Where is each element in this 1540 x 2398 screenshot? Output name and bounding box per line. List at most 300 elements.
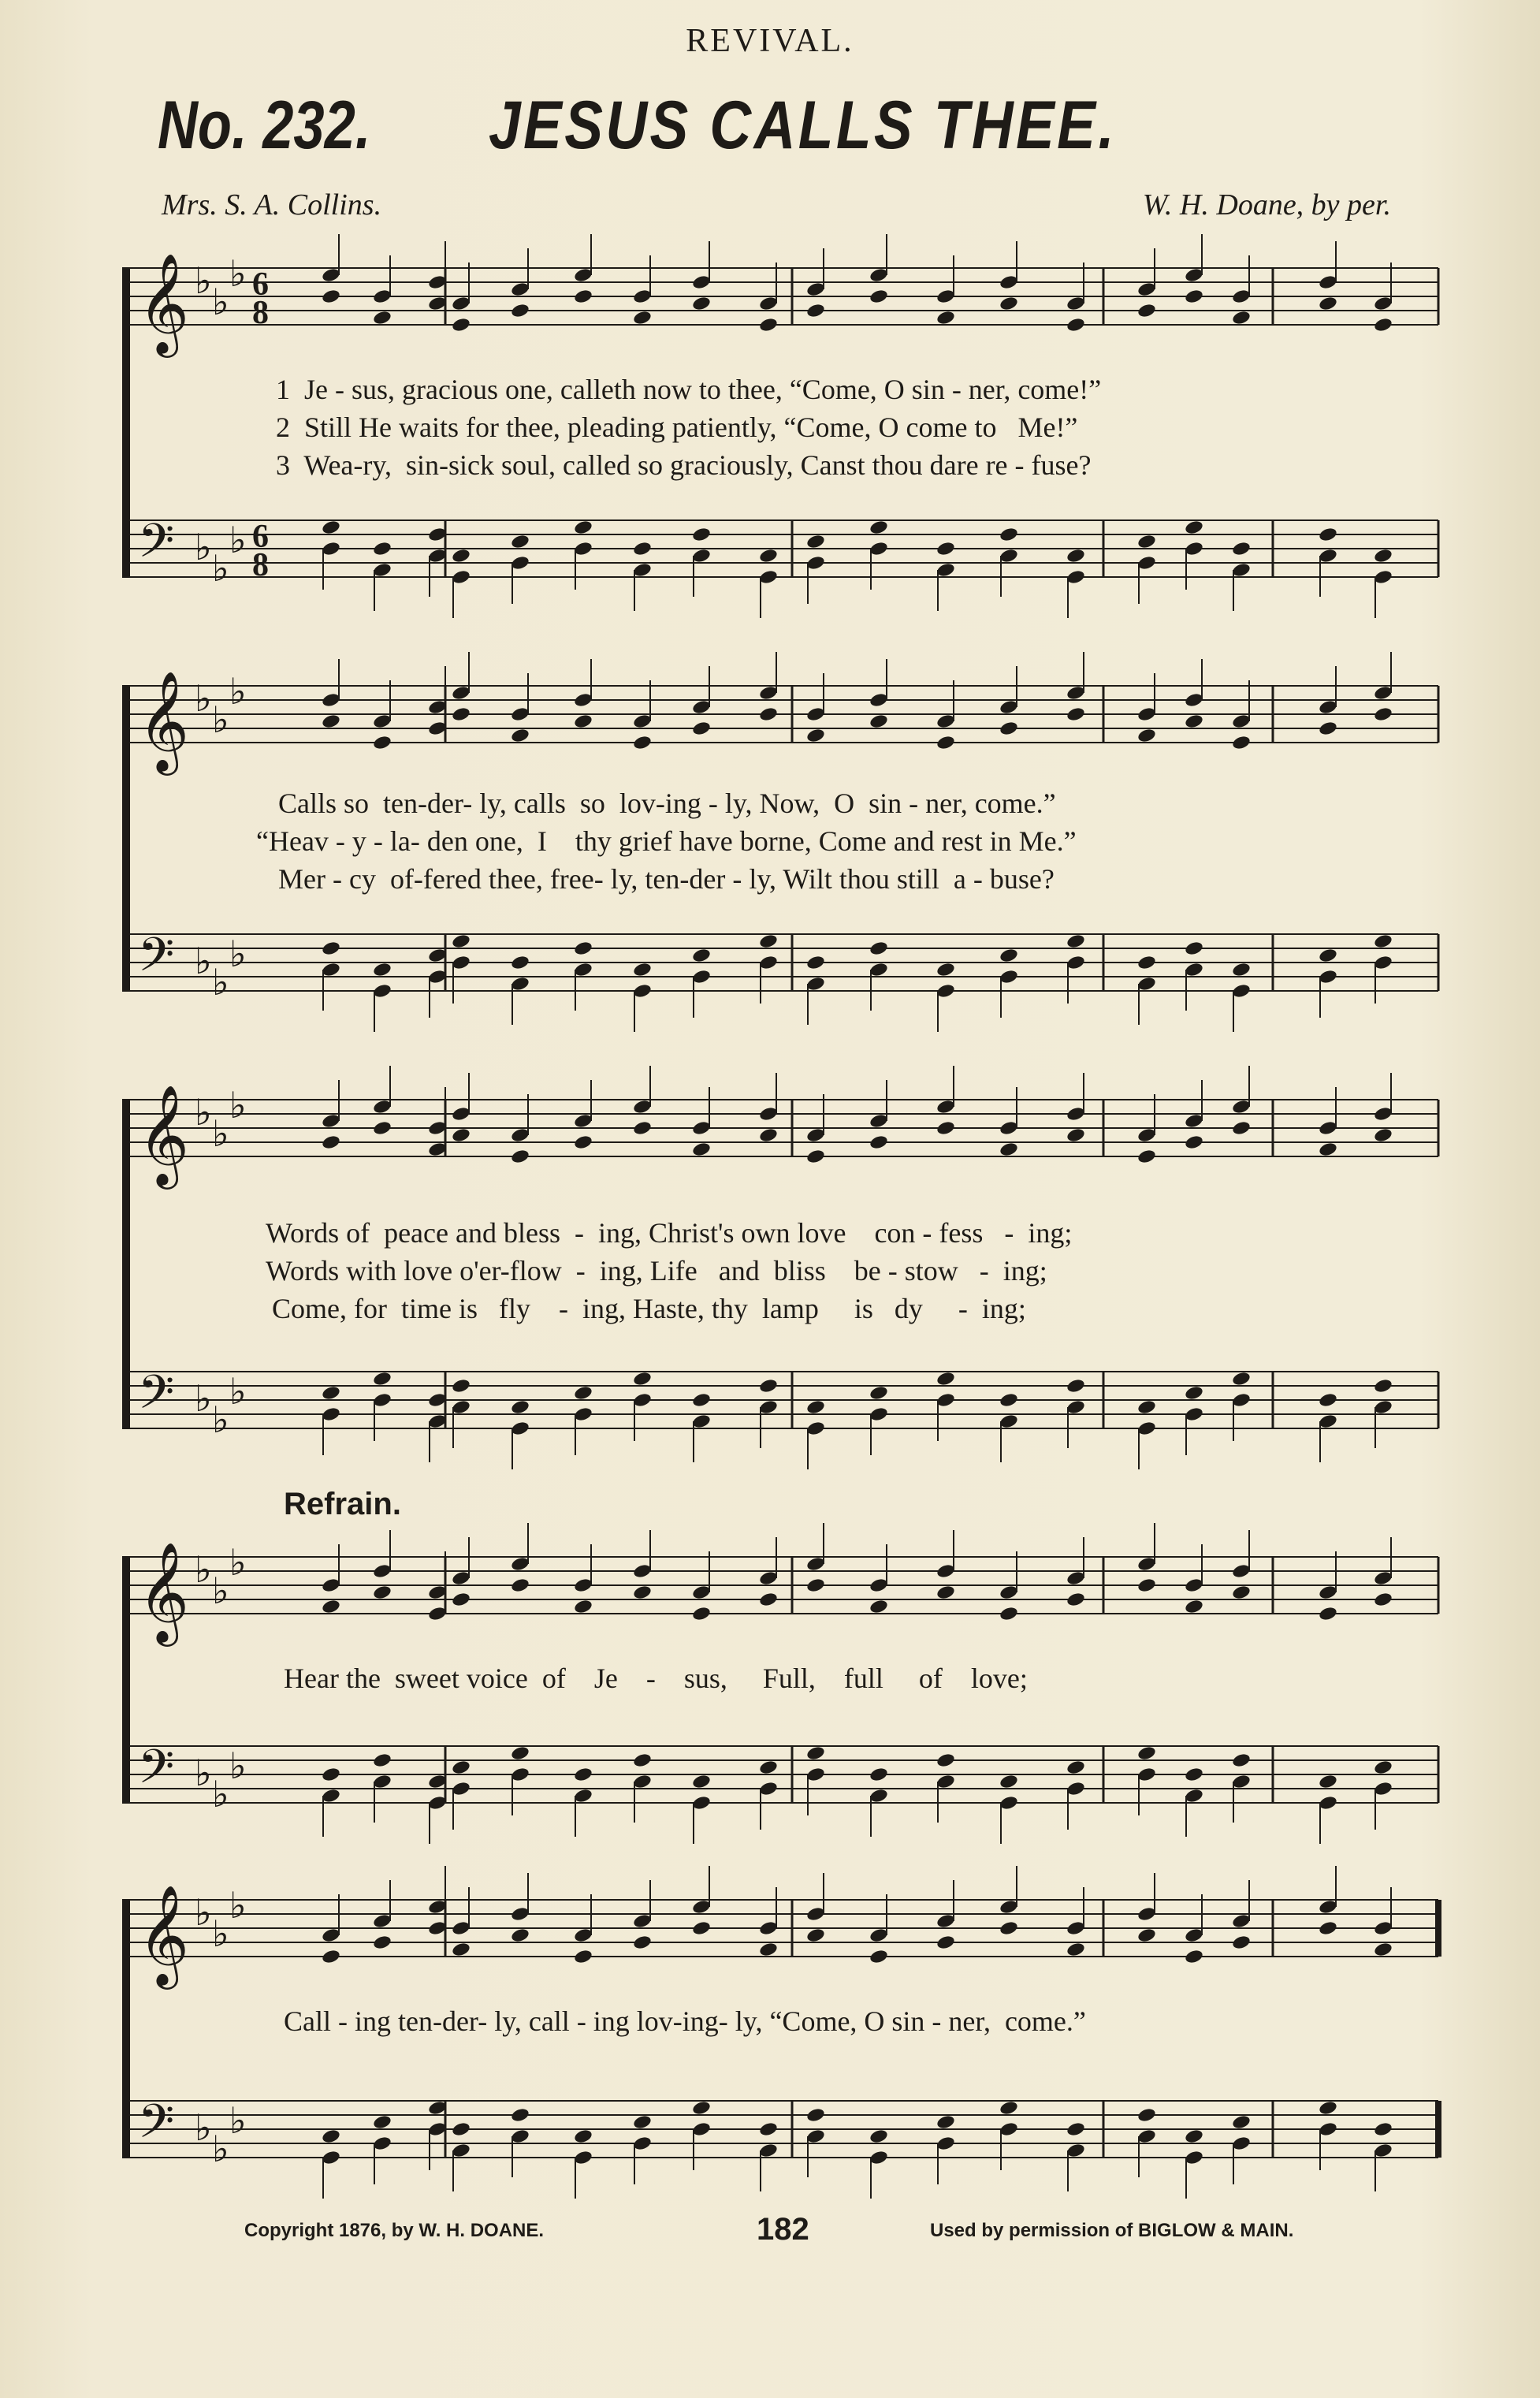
- note-head: [573, 2128, 593, 2145]
- note-head: [999, 1920, 1018, 1937]
- note-head: [372, 1563, 392, 1580]
- note-head: [1184, 692, 1203, 709]
- note-head: [321, 2150, 340, 2166]
- note-head: [999, 721, 1018, 737]
- note-head: [321, 1113, 340, 1130]
- note-head: [869, 267, 888, 284]
- note-head: [1373, 1399, 1393, 1416]
- note-head: [805, 1577, 825, 1594]
- note-head: [999, 1774, 1018, 1790]
- note-head: [510, 2107, 530, 2124]
- note-head: [451, 1920, 471, 1937]
- note-head: [691, 1392, 711, 1409]
- note-head: [451, 1942, 471, 1958]
- note-head: [1066, 569, 1085, 586]
- note-head: [632, 735, 652, 751]
- note-head: [1136, 1927, 1156, 1944]
- note-head: [936, 1934, 955, 1951]
- lyric-line: Hear the sweet voice of Je - sus, Full, full of love;: [284, 1663, 1028, 1694]
- note-head: [1373, 955, 1393, 971]
- bass-clef-icon: 𝄢: [138, 927, 175, 993]
- note-head: [691, 1899, 711, 1916]
- hymn-number: No. 232.: [158, 88, 371, 163]
- flat-icon: ♭: [195, 1752, 212, 1794]
- note-head: [869, 1949, 888, 1965]
- note-head: [1231, 713, 1251, 730]
- flat-icon: ♭: [229, 670, 247, 713]
- note-head: [632, 1099, 652, 1115]
- note-head: [321, 940, 340, 957]
- note-head: [936, 562, 955, 579]
- note-head: [321, 1949, 340, 1965]
- note-head: [1136, 1577, 1156, 1594]
- flat-icon: ♭: [195, 1548, 212, 1591]
- flat-icon: ♭: [195, 677, 212, 720]
- note-head: [691, 2121, 711, 2138]
- note-head: [1318, 527, 1337, 543]
- note-head: [573, 713, 593, 730]
- note-head: [1184, 1949, 1203, 1965]
- note-head: [999, 948, 1018, 964]
- treble-clef-icon: 𝄞: [138, 252, 190, 353]
- note-head: [758, 1781, 778, 1797]
- note-head: [758, 1570, 778, 1587]
- note-head: [805, 1127, 825, 1144]
- note-head: [999, 1606, 1018, 1622]
- note-head: [1231, 2114, 1251, 2131]
- note-head: [510, 303, 530, 319]
- note-head: [1373, 1592, 1393, 1608]
- words-credit: Mrs. S. A. Collins.: [162, 188, 382, 222]
- lyric-line: Calls so ten-der- ly, calls so lov-ing - ly, Now, O sin - ner, come.”: [278, 788, 1056, 819]
- note-head: [1231, 1584, 1251, 1601]
- note-head: [1066, 1399, 1085, 1416]
- note-head: [1066, 296, 1085, 312]
- note-head: [691, 1606, 711, 1622]
- note-head: [1136, 976, 1156, 992]
- note-head: [691, 1413, 711, 1430]
- note-head: [451, 933, 471, 950]
- lyric-line: 2 Still He waits for thee, pleading patiently, “Come, O come to Me!”: [276, 411, 1078, 443]
- note-head: [1231, 983, 1251, 1000]
- note-head: [510, 2128, 530, 2145]
- note-head: [573, 1385, 593, 1402]
- note-head: [1184, 1788, 1203, 1804]
- note-head: [372, 1774, 392, 1790]
- note-head: [805, 2107, 825, 2124]
- note-head: [1184, 2150, 1203, 2166]
- flat-icon: ♭: [229, 933, 247, 975]
- note-head: [573, 1927, 593, 1944]
- note-head: [805, 2128, 825, 2145]
- note-head: [999, 548, 1018, 564]
- note-head: [691, 2100, 711, 2117]
- note-head: [1184, 1113, 1203, 1130]
- note-head: [321, 541, 340, 557]
- note-head: [999, 969, 1018, 985]
- flat-icon: ♭: [229, 1884, 247, 1927]
- note-head: [1373, 1106, 1393, 1123]
- note-head: [1318, 1774, 1337, 1790]
- note-head: [510, 1421, 530, 1437]
- note-head: [1136, 1745, 1156, 1762]
- note-head: [1373, 1127, 1393, 1144]
- note-head: [1231, 2135, 1251, 2152]
- note-head: [869, 289, 888, 305]
- treble-clef-icon: 𝄞: [138, 1884, 190, 1985]
- note-head: [1373, 706, 1393, 723]
- note-head: [632, 1392, 652, 1409]
- note-head: [321, 1599, 340, 1615]
- note-head: [805, 1421, 825, 1437]
- note-head: [1066, 685, 1085, 702]
- note-head: [510, 955, 530, 971]
- note-head: [573, 289, 593, 305]
- note-head: [758, 1106, 778, 1123]
- note-head: [451, 548, 471, 564]
- note-head: [632, 713, 652, 730]
- note-head: [372, 2114, 392, 2131]
- note-head: [1066, 933, 1085, 950]
- note-head: [936, 1584, 955, 1601]
- note-head: [510, 976, 530, 992]
- note-head: [1136, 728, 1156, 744]
- note-head: [691, 1920, 711, 1937]
- note-head: [451, 2143, 471, 2159]
- note-head: [758, 1399, 778, 1416]
- note-head: [1318, 1584, 1337, 1601]
- note-head: [451, 1781, 471, 1797]
- note-head: [869, 2128, 888, 2145]
- flat-icon: ♭: [195, 526, 212, 568]
- flat-icon: ♭: [229, 252, 247, 295]
- note-head: [758, 706, 778, 723]
- note-head: [451, 1127, 471, 1144]
- note-head: [1136, 1906, 1156, 1923]
- note-head: [691, 527, 711, 543]
- note-head: [1136, 555, 1156, 572]
- note-head: [1184, 1767, 1203, 1783]
- note-head: [869, 962, 888, 978]
- flat-icon: ♭: [195, 2106, 212, 2149]
- note-head: [758, 569, 778, 586]
- flat-icon: ♭: [212, 1569, 229, 1612]
- note-head: [573, 962, 593, 978]
- note-head: [936, 962, 955, 978]
- flat-icon: ♭: [212, 1773, 229, 1815]
- note-head: [1318, 296, 1337, 312]
- note-head: [1184, 962, 1203, 978]
- note-head: [1136, 534, 1156, 550]
- note-head: [869, 692, 888, 709]
- note-head: [573, 1577, 593, 1594]
- note-head: [321, 713, 340, 730]
- note-head: [1184, 289, 1203, 305]
- note-head: [999, 2121, 1018, 2138]
- bass-clef-icon: 𝄢: [138, 2094, 175, 2160]
- note-head: [691, 699, 711, 716]
- note-head: [1318, 2100, 1337, 2117]
- system-brace: [122, 268, 130, 577]
- note-head: [1066, 1127, 1085, 1144]
- note-head: [869, 1113, 888, 1130]
- note-head: [758, 1378, 778, 1394]
- note-head: [936, 310, 955, 326]
- note-head: [321, 1927, 340, 1944]
- note-head: [869, 1385, 888, 1402]
- note-head: [510, 281, 530, 298]
- note-head: [510, 1149, 530, 1165]
- note-head: [632, 962, 652, 978]
- note-head: [573, 940, 593, 957]
- note-head: [1184, 1599, 1203, 1615]
- note-head: [999, 1392, 1018, 1409]
- note-head: [805, 976, 825, 992]
- note-head: [510, 1906, 530, 1923]
- lyric-line: “Heav - y - la- den one, I thy grief have borne, Come and rest in Me.”: [256, 825, 1077, 857]
- note-head: [936, 713, 955, 730]
- note-head: [510, 1745, 530, 1762]
- note-head: [573, 1406, 593, 1423]
- flat-icon: ♭: [195, 1377, 212, 1420]
- note-head: [999, 1141, 1018, 1158]
- note-head: [869, 1788, 888, 1804]
- note-head: [1318, 721, 1337, 737]
- note-head: [1136, 1149, 1156, 1165]
- flat-icon: ♭: [229, 1745, 247, 1787]
- time-signature-digit: 8: [252, 547, 269, 583]
- note-head: [1184, 713, 1203, 730]
- note-head: [936, 983, 955, 1000]
- note-head: [573, 1113, 593, 1130]
- note-head: [936, 1913, 955, 1930]
- note-head: [1136, 1399, 1156, 1416]
- note-head: [869, 940, 888, 957]
- note-head: [573, 2150, 593, 2166]
- note-head: [510, 706, 530, 723]
- note-head: [573, 541, 593, 557]
- flat-icon: ♭: [212, 698, 229, 741]
- note-head: [1231, 310, 1251, 326]
- note-head: [372, 1120, 392, 1137]
- note-head: [691, 948, 711, 964]
- note-head: [372, 1752, 392, 1769]
- note-head: [758, 1592, 778, 1608]
- note-head: [321, 1577, 340, 1594]
- note-head: [1318, 969, 1337, 985]
- note-head: [372, 1392, 392, 1409]
- note-head: [1184, 2128, 1203, 2145]
- note-head: [1373, 685, 1393, 702]
- note-head: [632, 1371, 652, 1387]
- note-head: [632, 983, 652, 1000]
- note-head: [999, 2100, 1018, 2117]
- note-head: [573, 692, 593, 709]
- note-head: [758, 317, 778, 333]
- page-number: 182: [757, 2212, 809, 2247]
- note-head: [1231, 1934, 1251, 1951]
- note-head: [1231, 1563, 1251, 1580]
- running-head: REVIVAL.: [686, 23, 854, 59]
- note-head: [451, 1570, 471, 1587]
- note-head: [632, 289, 652, 305]
- note-head: [1184, 1406, 1203, 1423]
- flat-icon: ♭: [195, 940, 212, 982]
- flat-icon: ♭: [212, 281, 229, 323]
- music-system-3: [122, 1080, 1446, 1474]
- note-head: [632, 562, 652, 579]
- music-system-4: [122, 1533, 1446, 1833]
- note-head: [691, 1795, 711, 1812]
- flat-icon: ♭: [212, 1912, 229, 1955]
- note-head: [805, 955, 825, 971]
- note-head: [573, 519, 593, 536]
- lyric-line: Words with love o'er-flow - ing, Life and bliss be - stow - ing;: [266, 1255, 1047, 1287]
- note-head: [510, 555, 530, 572]
- permission-notice: Used by permission of BIGLOW & MAIN.: [930, 2220, 1294, 2241]
- note-head: [758, 2143, 778, 2159]
- note-head: [936, 2135, 955, 2152]
- note-head: [632, 1563, 652, 1580]
- note-head: [805, 1399, 825, 1416]
- note-head: [805, 728, 825, 744]
- note-head: [451, 1759, 471, 1776]
- note-head: [869, 1927, 888, 1944]
- note-head: [1231, 1120, 1251, 1137]
- flat-icon: ♭: [212, 1112, 229, 1155]
- note-head: [321, 267, 340, 284]
- treble-clef-icon: 𝄞: [138, 670, 190, 771]
- note-head: [1136, 303, 1156, 319]
- note-head: [1066, 1378, 1085, 1394]
- flat-icon: ♭: [195, 1891, 212, 1934]
- note-head: [1066, 317, 1085, 333]
- note-head: [510, 1127, 530, 1144]
- note-head: [805, 1149, 825, 1165]
- note-head: [573, 1949, 593, 1965]
- system-brace: [122, 1900, 130, 2158]
- lyric-line: 3 Wea-ry, sin-sick soul, called so graciously, Canst thou dare re - fuse?: [276, 449, 1092, 481]
- note-head: [1373, 569, 1393, 586]
- system-brace: [122, 686, 130, 991]
- note-head: [1373, 1759, 1393, 1776]
- note-head: [869, 1134, 888, 1151]
- note-head: [1373, 933, 1393, 950]
- note-head: [632, 1752, 652, 1769]
- note-head: [869, 1406, 888, 1423]
- note-head: [1373, 1781, 1393, 1797]
- note-head: [1136, 1127, 1156, 1144]
- note-head: [372, 541, 392, 557]
- note-head: [1184, 1927, 1203, 1944]
- note-head: [691, 969, 711, 985]
- time-signature-digit: 8: [252, 295, 269, 331]
- note-head: [321, 1406, 340, 1423]
- note-head: [1066, 955, 1085, 971]
- system-brace: [122, 1557, 130, 1803]
- note-head: [805, 303, 825, 319]
- note-head: [1318, 699, 1337, 716]
- note-head: [1231, 541, 1251, 557]
- note-head: [691, 1774, 711, 1790]
- note-head: [632, 1120, 652, 1137]
- flat-icon: ♭: [195, 1091, 212, 1134]
- note-head: [1318, 1795, 1337, 1812]
- note-head: [936, 289, 955, 305]
- note-head: [1231, 1392, 1251, 1409]
- lyric-line: Words of peace and bless - ing, Christ's own love con - fess - ing;: [266, 1217, 1073, 1249]
- note-head: [805, 555, 825, 572]
- lyric-line: 1 Je - sus, gracious one, calleth now to thee, “Come, O sin - ner, come!”: [276, 374, 1102, 405]
- note-head: [573, 267, 593, 284]
- note-head: [936, 1392, 955, 1409]
- note-head: [1184, 1577, 1203, 1594]
- note-head: [869, 713, 888, 730]
- note-head: [451, 706, 471, 723]
- note-head: [1184, 1385, 1203, 1402]
- note-head: [691, 1120, 711, 1137]
- note-head: [632, 2135, 652, 2152]
- note-head: [758, 548, 778, 564]
- flat-icon: ♭: [229, 1541, 247, 1584]
- note-head: [1136, 2128, 1156, 2145]
- note-head: [758, 1920, 778, 1937]
- note-head: [372, 1934, 392, 1951]
- note-head: [869, 1577, 888, 1594]
- note-head: [1318, 1120, 1337, 1137]
- note-head: [1066, 1106, 1085, 1123]
- note-head: [1066, 548, 1085, 564]
- note-head: [936, 1371, 955, 1387]
- flat-icon: ♭: [229, 1370, 247, 1413]
- note-head: [510, 1767, 530, 1783]
- note-head: [805, 1745, 825, 1762]
- note-head: [691, 1584, 711, 1601]
- note-head: [321, 1385, 340, 1402]
- note-head: [1231, 962, 1251, 978]
- note-head: [510, 728, 530, 744]
- note-head: [372, 983, 392, 1000]
- note-head: [936, 1774, 955, 1790]
- note-head: [451, 296, 471, 312]
- note-head: [1373, 548, 1393, 564]
- note-head: [758, 685, 778, 702]
- note-head: [1066, 2121, 1085, 2138]
- note-head: [936, 1099, 955, 1115]
- note-head: [1231, 1913, 1251, 1930]
- note-head: [632, 1934, 652, 1951]
- note-head: [510, 1399, 530, 1416]
- note-head: [1318, 2121, 1337, 2138]
- note-head: [869, 2150, 888, 2166]
- note-head: [1136, 706, 1156, 723]
- note-head: [321, 962, 340, 978]
- note-head: [999, 1120, 1018, 1137]
- note-head: [451, 955, 471, 971]
- note-head: [1066, 1942, 1085, 1958]
- bass-clef-icon: 𝄢: [138, 1365, 175, 1431]
- note-head: [372, 289, 392, 305]
- note-head: [1136, 1767, 1156, 1783]
- music-credit: W. H. Doane, by per.: [1142, 188, 1391, 222]
- note-head: [1318, 1899, 1337, 1916]
- note-head: [1373, 1942, 1393, 1958]
- flat-icon: ♭: [195, 259, 212, 302]
- note-head: [451, 1106, 471, 1123]
- note-head: [805, 281, 825, 298]
- flat-icon: ♭: [212, 1398, 229, 1441]
- note-head: [510, 1556, 530, 1573]
